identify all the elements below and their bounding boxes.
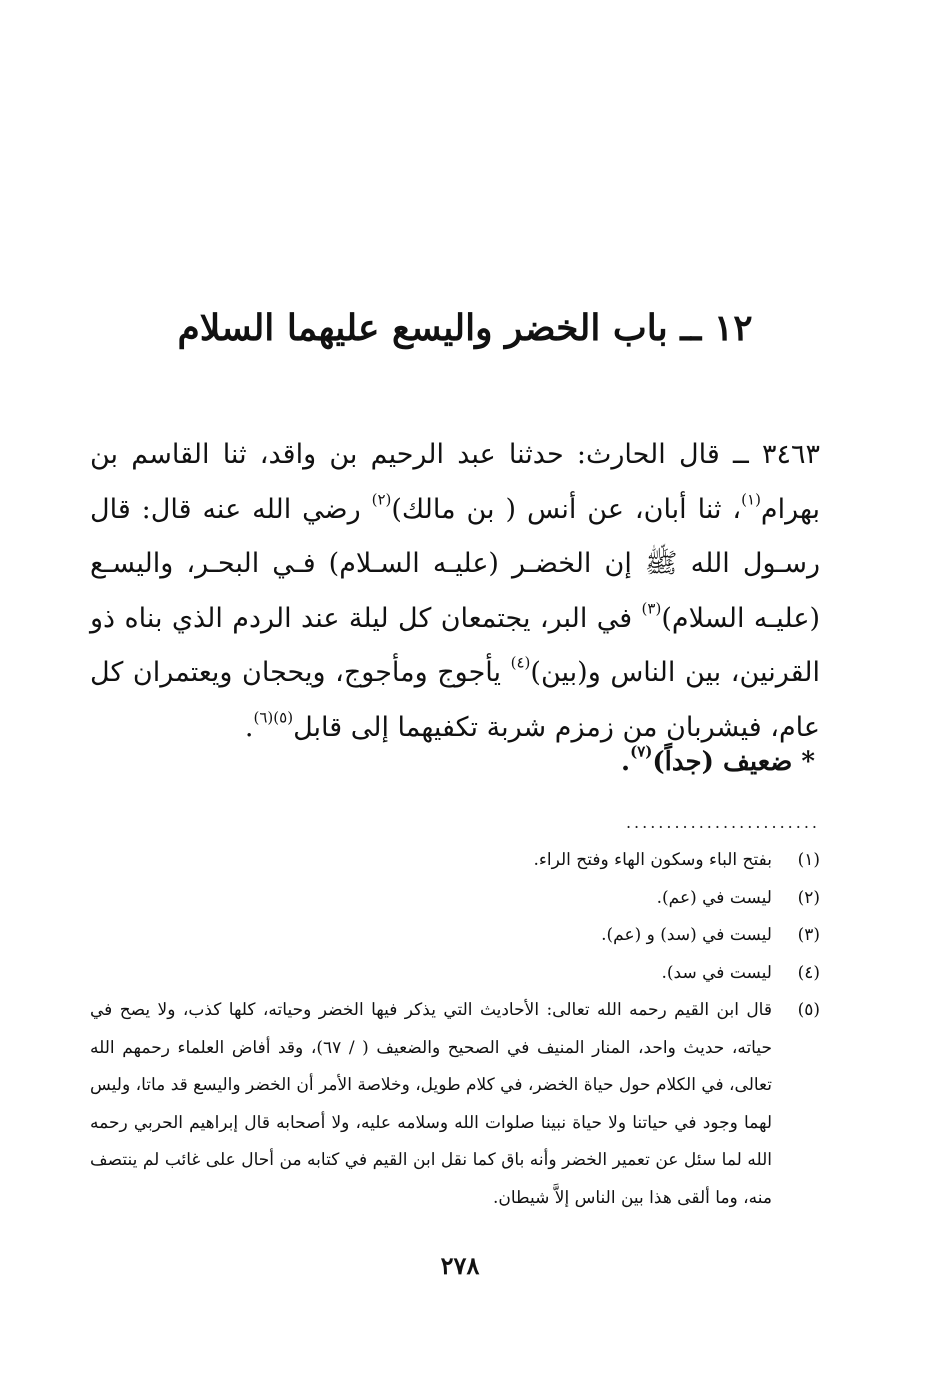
footnote-ref-2[interactable]: (٢) (371, 490, 392, 508)
footnote-text: ليست في (عم). (656, 887, 772, 908)
footnote-text: ليست في سد). (661, 962, 772, 983)
footnote-number: (٢) (797, 887, 820, 908)
footnote-item (90, 992, 820, 1217)
hadith-text (90, 428, 820, 755)
footnote-ref-4[interactable]: (٤) (510, 653, 531, 672)
footnote-item (90, 842, 820, 880)
footnote-ref-1[interactable]: (١) (741, 490, 761, 508)
hadith-segment: رضي الله عنه قال: قال رسـول الله ﷺ إن الخضـر (عليـه السـلام) فـي البحـر، واليسـع (عليـه السلام) (90, 493, 821, 634)
chapter-title: ١٢ ــ باب الخضر واليسع عليهما السلام (177, 307, 753, 349)
footnote-ref-5-6[interactable]: (٥)(٦) (253, 708, 294, 726)
footnote-ref-3[interactable]: (٣) (641, 599, 662, 617)
footnote-number: (١) (797, 850, 820, 870)
hadith-segment: ٣٤٦٣ ــ قال الحارث: حدثنا عبد الرحيم بن واقد، ثنا القاسم بن بهرام (90, 439, 820, 525)
footnote-number: (٥) (797, 1000, 820, 1020)
footnote-text: ليست في (سد) و (عم). (601, 925, 772, 945)
footnote-text: بفتح الباء وسكون الهاء وفتح الراء. (533, 850, 772, 870)
footnote-item (90, 880, 820, 918)
footnote-item (90, 917, 820, 955)
hadith-segment: يأجوج ومأجوج، ويحجان ويعتمران كل عام، فيشربان من زمزم شربة تكفيهما إلى قابل (90, 657, 820, 743)
page-number: ٢٧٨ (440, 1251, 480, 1280)
footnote-text: قال ابن القيم رحمه الله تعالى: الأحاديث التي يذكر فيها الخضر وحياته، كلها كذب، ولا يصح في حياته، حديث واحد، المنار المنيف في الصحيح والضعيف ( / ٦٧)، وقد أفاض العلماء رحمهم الله تعالى، في الكلام حول حياة الخضر، في كلام طويل، وخلاصة الأمر أن الخضر واليسع قد ماتا، وليس لهما وجود في حياتنا ولا حياة نبينا صلوات الله وسلامه عليه، ولا أصحابه قال إبراهيم الحربي رحمه الله لما سئل عن تعمير الخضر وأنه باق كما نقل ابن القيم في كتابه من أحال على غائب لم ينتصف منه، وما ألقى هذا بين الناس إلاَّ شيطان. (90, 1000, 772, 1208)
hadith-segment: . (244, 711, 254, 743)
hadith-segment: في البر، يجتمعان كل ليلة عند الردم الذي بناه ذو القرنين، بين الناس و(بين) (90, 602, 820, 688)
footnote-separator: ........................ (625, 813, 820, 832)
hadith-segment: ، ثنا أبان، عن أنس ( بن مالك) (391, 493, 742, 525)
footnote-number: (٤) (797, 962, 820, 983)
footnote-ref-7[interactable]: (٧) (630, 742, 653, 761)
footnotes (90, 842, 820, 1217)
footnote-item (90, 955, 820, 993)
grading-text: * ضعيف (جداً) (652, 747, 815, 777)
footnote-number: (٣) (797, 925, 820, 945)
hadith-grading (90, 735, 815, 789)
grading-end: . (621, 747, 631, 777)
